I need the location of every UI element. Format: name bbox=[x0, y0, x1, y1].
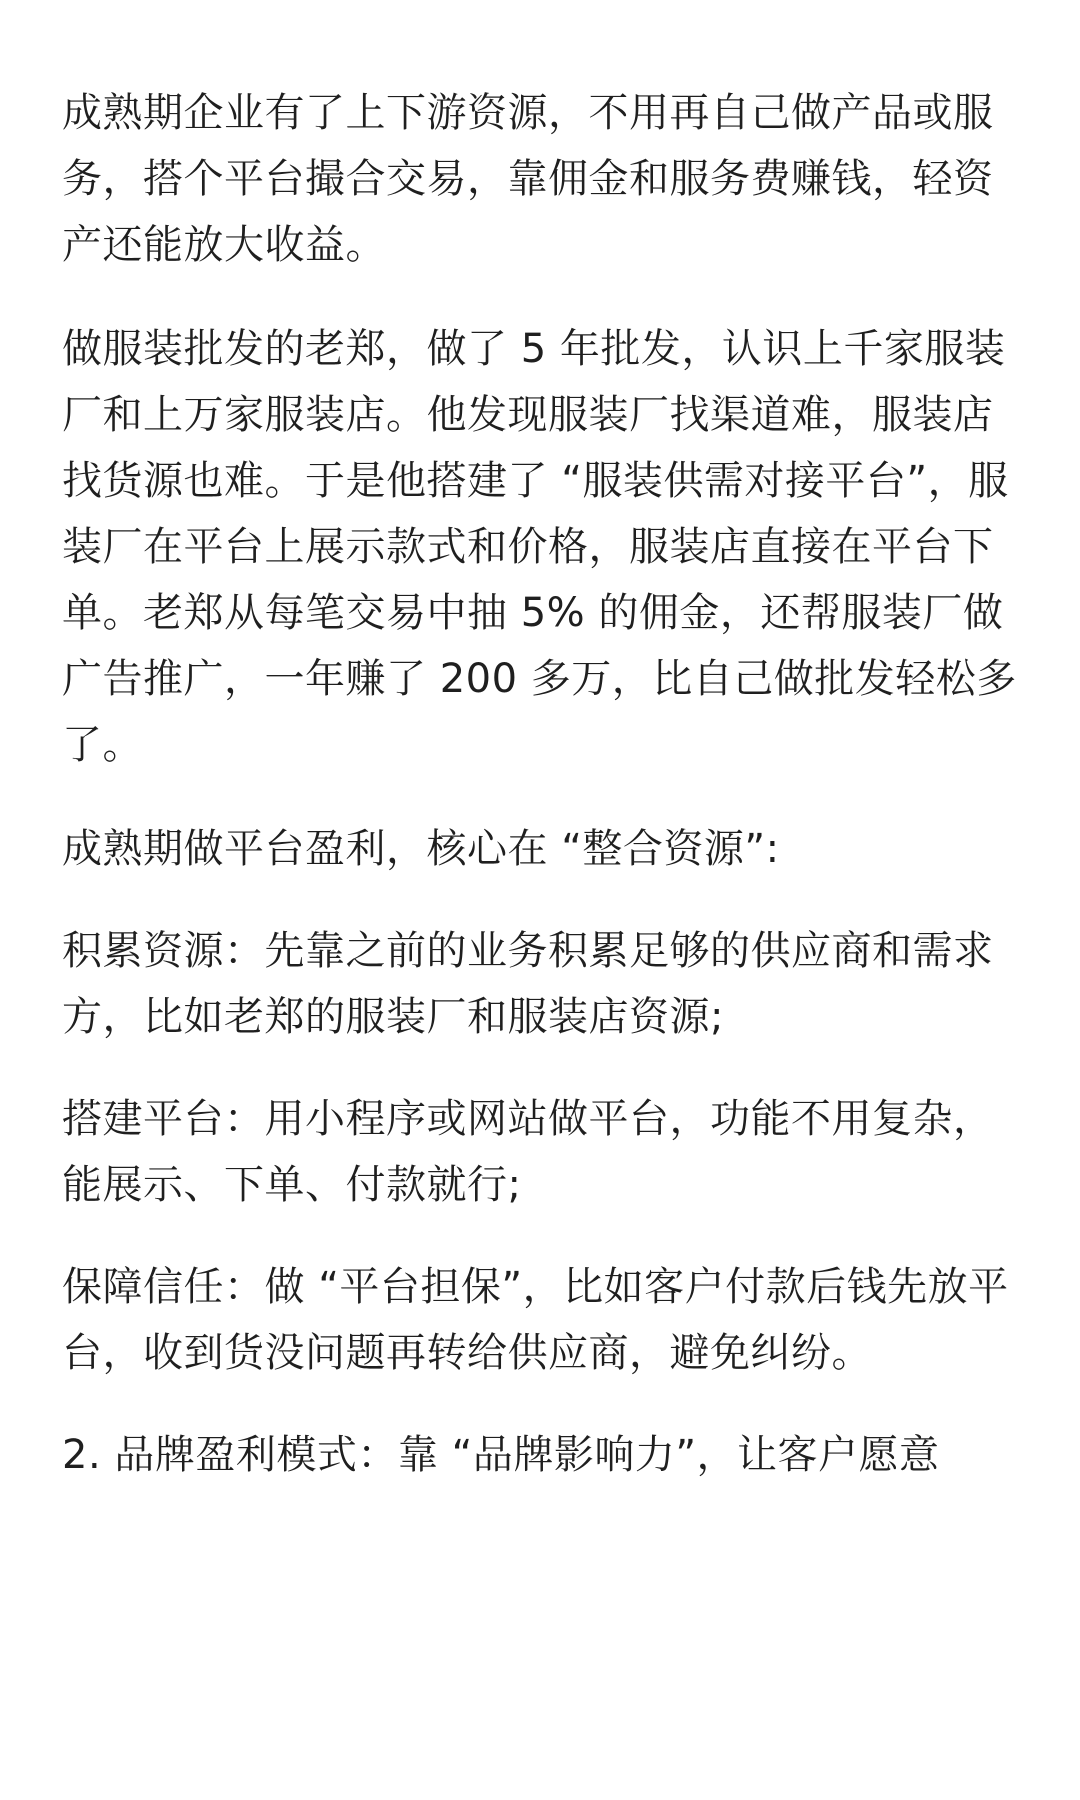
paragraph-point-accumulate: 积累资源：先靠之前的业务积累足够的供应商和需求方，比如老郑的服装厂和服装店资源; bbox=[62, 928, 994, 1040]
paragraph-point-build: 搭建平台：用小程序或网站做平台，功能不用复杂，能展示、下单、付款就行; bbox=[62, 1096, 994, 1208]
paragraph-section-heading: 2. 品牌盈利模式：靠 “品牌影响力”，让客户愿意 bbox=[62, 1432, 940, 1478]
paragraph-point-trust: 保障信任：做 “平台担保”，比如客户付款后钱先放平台，收到货没问题再转给供应商，避免纠纷。 bbox=[62, 1264, 1009, 1376]
paragraph-core: 成熟期做平台盈利，核心在 “整合资源”: bbox=[62, 826, 780, 872]
paragraph-intro: 成熟期企业有了上下游资源，不用再自己做产品或服务，搭个平台撮合交易，靠佣金和服务费赚钱，轻资产还能放大收益。 bbox=[62, 90, 994, 268]
paragraph-example: 做服装批发的老郑，做了 5 年批发，认识上千家服装厂和上万家服装店。他发现服装厂找渠道难，服装店找货源也难。于是他搭建了 “服装供需对接平台”，服装厂在平台上展示款式和价格，服装店直接在平台下单。老郑从每笔交易中抽 5% 的佣金，还帮服装厂做广告推广，一年赚了 200 多万，比自己做批发轻松多了。 bbox=[62, 326, 1017, 768]
